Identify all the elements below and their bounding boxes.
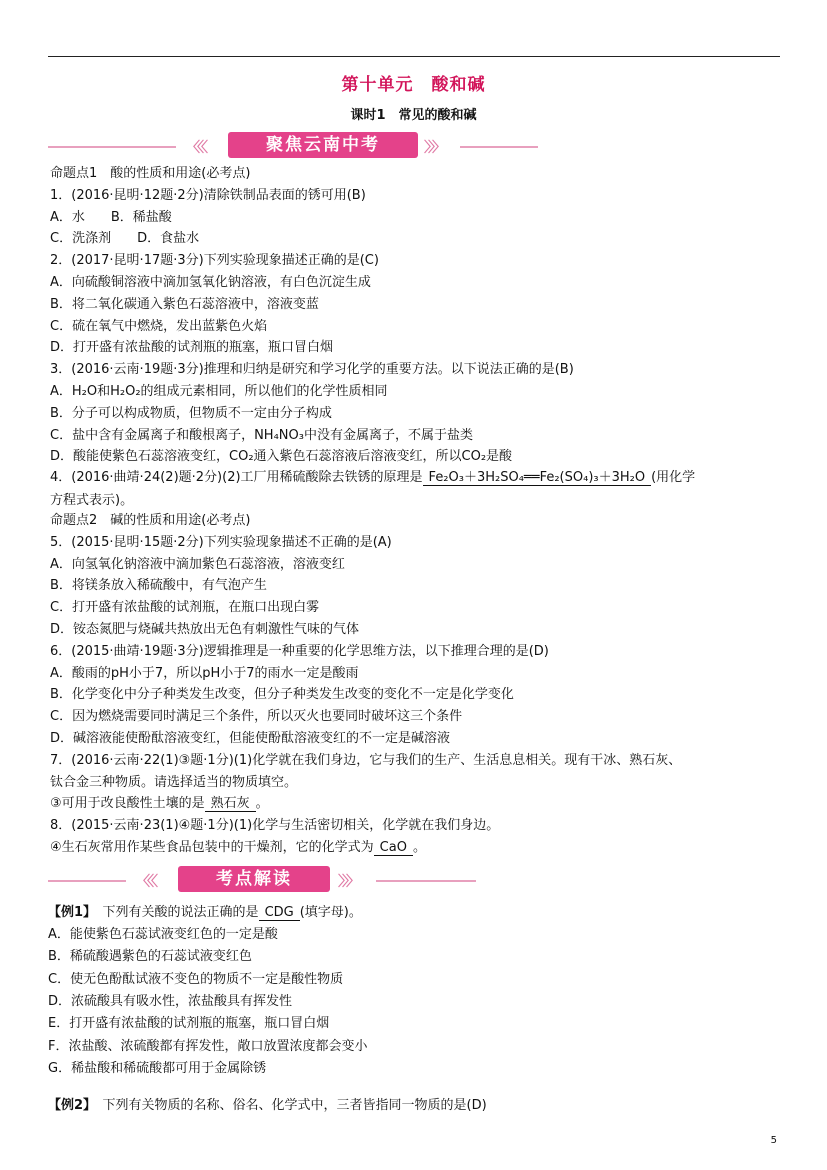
text-line: 3．(2016·云南·19题·3分)推理和归纳是研究和学习化学的重要方法。以下说法正确的是(B) xyxy=(50,362,574,378)
option-line: F．浓盐酸、浓硫酸都有挥发性，敞口放置浓度都会变小 xyxy=(48,1038,368,1054)
question-8: 8．(2015·云南·23(1)④题·1分)(1)化学与生活密切相关，化学就在我们身边。 xyxy=(50,818,500,833)
option-line: D．浓硫酸具有吸水性，浓盐酸具有挥发性 xyxy=(48,993,293,1009)
text-line: C．硫在氧气中燃烧，发出蓝紫色火焰 xyxy=(50,318,268,334)
text-line: D．碱溶液能使酚酞溶液变红，但能使酚酞溶液变红的不一定是碱溶液 xyxy=(50,731,451,746)
text-line: 2．(2017·昆明·17题·3分)下列实验现象描述正确的是(C) xyxy=(50,253,379,269)
text-line: D．酸能使紫色石蕊溶液变红，CO₂通入紫色石蕊溶液后溶液变红，所以CO₂是酸 xyxy=(50,449,513,465)
text-line: C．打开盛有浓盐酸的试剂瓶，在瓶口出现白雾 xyxy=(50,600,320,616)
focus-banner-title: 聚焦云南中考 xyxy=(228,132,418,158)
q8-answer: CaO xyxy=(374,841,413,856)
option-line: A．能使紫色石蕊试液变红色的一定是酸 xyxy=(48,927,278,942)
text-line: A．向氢氧化钠溶液中滴加紫色石蕊溶液，溶液变红 xyxy=(50,556,345,572)
text-line: C．洗涤剂 D．食盐水 xyxy=(50,231,200,247)
text-line: B．分子可以构成物质，但物质不一定由分子构成 xyxy=(50,405,332,421)
option-line: B．稀硫酸遇紫色的石蕊试液变红色 xyxy=(48,949,252,965)
text-line: D．打开盛有浓盐酸的试剂瓶的瓶塞，瓶口冒白烟 xyxy=(50,340,334,356)
text-line: 钛合金三种物质。请选择适当的物质填空。 xyxy=(50,774,298,790)
example-1: 【例1】 下列有关酸的说法正确的是 CDG (填字母)。 xyxy=(48,905,362,920)
text-line: A．水 B．稀盐酸 xyxy=(50,209,172,225)
analysis-banner-title: 考点解读 xyxy=(178,866,330,892)
text-line: A．向硫酸铜溶液中滴加氢氧化钠溶液，有白色沉淀生成 xyxy=(50,275,371,290)
text-line: 命题点2 碱的性质和用途(必考点) xyxy=(50,513,251,528)
lesson-title: 课时1 常见的酸和碱 xyxy=(350,108,477,123)
focus-banner: 〈〈〈 聚焦云南中考 〉〉〉 xyxy=(48,132,538,160)
text-line: B．化学变化中分子种类发生改变，但分子种类发生改变的变化不一定是化学变化 xyxy=(50,687,514,703)
text-line: 6．(2015·曲靖·19题·3分)逻辑推理是一种重要的化学思维方法，以下推理合理的是(D) xyxy=(50,643,549,659)
text-line: 5．(2015·昆明·15题·2分)下列实验现象描述不正确的是(A) xyxy=(50,534,392,550)
example-2: 【例2】 下列有关物质的名称、俗名、化学式中，三者皆指同一物质的是(D) xyxy=(48,1098,487,1113)
question-7-answer: ③可用于改良酸性土壤的是 熟石灰 。 xyxy=(50,796,269,811)
question-8-answer: ④生石灰常用作某些食品包装中的干燥剂，它的化学式为 CaO 。 xyxy=(50,840,426,855)
text-line: C．盐中含有金属离子和酸根离子，NH₄NO₃中没有金属离子，不属于盐类 xyxy=(50,427,473,443)
q7-answer: 熟石灰 xyxy=(205,797,256,812)
option-line: C．使无色酚酞试液不变色的物质不一定是酸性物质 xyxy=(48,971,344,987)
unit-title: 第十单元 酸和碱 xyxy=(341,75,486,95)
question-4-cont: 方程式表示)。 xyxy=(50,493,134,508)
text-line: B．将镁条放入稀硫酸中，有气泡产生 xyxy=(50,578,267,594)
text-line: 1．(2016·昆明·12题·2分)清除铁制品表面的锈可用(B) xyxy=(50,187,366,203)
text-line: C．因为燃烧需要同时满足三个条件，所以灭火也要同时破坏这三个条件 xyxy=(50,709,463,725)
text-line: D．铵态氮肥与烧碱共热放出无色有刺激性气味的气体 xyxy=(50,622,360,637)
header-rule xyxy=(48,56,780,57)
option-line: E．打开盛有浓盐酸的试剂瓶的瓶塞，瓶口冒白烟 xyxy=(48,1016,330,1032)
text-line: B．将二氧化碳通入紫色石蕊溶液中，溶液变蓝 xyxy=(50,296,319,312)
analysis-banner: 〈〈〈 考点解读 〉〉〉 xyxy=(48,866,478,894)
example-1-answer: CDG xyxy=(259,906,300,921)
question-4: 4．(2016·曲靖·24(2)题·2分)(2)工厂用稀硫酸除去铁锈的原理是 Fe₂O₃＋3H₂SO₄══Fe₂(SO₄)₃＋3H₂O (用化学 xyxy=(50,470,696,485)
option-line: G．稀盐酸和稀硫酸都可用于金属除锈 xyxy=(48,1060,267,1076)
text-line: 命题点1 酸的性质和用途(必考点) xyxy=(50,166,251,181)
text-line: 7．(2016·云南·22(1)③题·1分)(1)化学就在我们身边，它与我们的生产、生活息息相关。现有干冰、熟石灰、 xyxy=(50,752,682,768)
text-line: A．H₂O和H₂O₂的组成元素相同，所以他们的化学性质相同 xyxy=(50,384,388,399)
q4-answer: Fe₂O₃＋3H₂SO₄══Fe₂(SO₄)₃＋3H₂O xyxy=(423,471,652,486)
text-line: A．酸雨的pH小于7，所以pH小于7的雨水一定是酸雨 xyxy=(50,665,359,681)
page-number: 5 xyxy=(770,1135,777,1146)
